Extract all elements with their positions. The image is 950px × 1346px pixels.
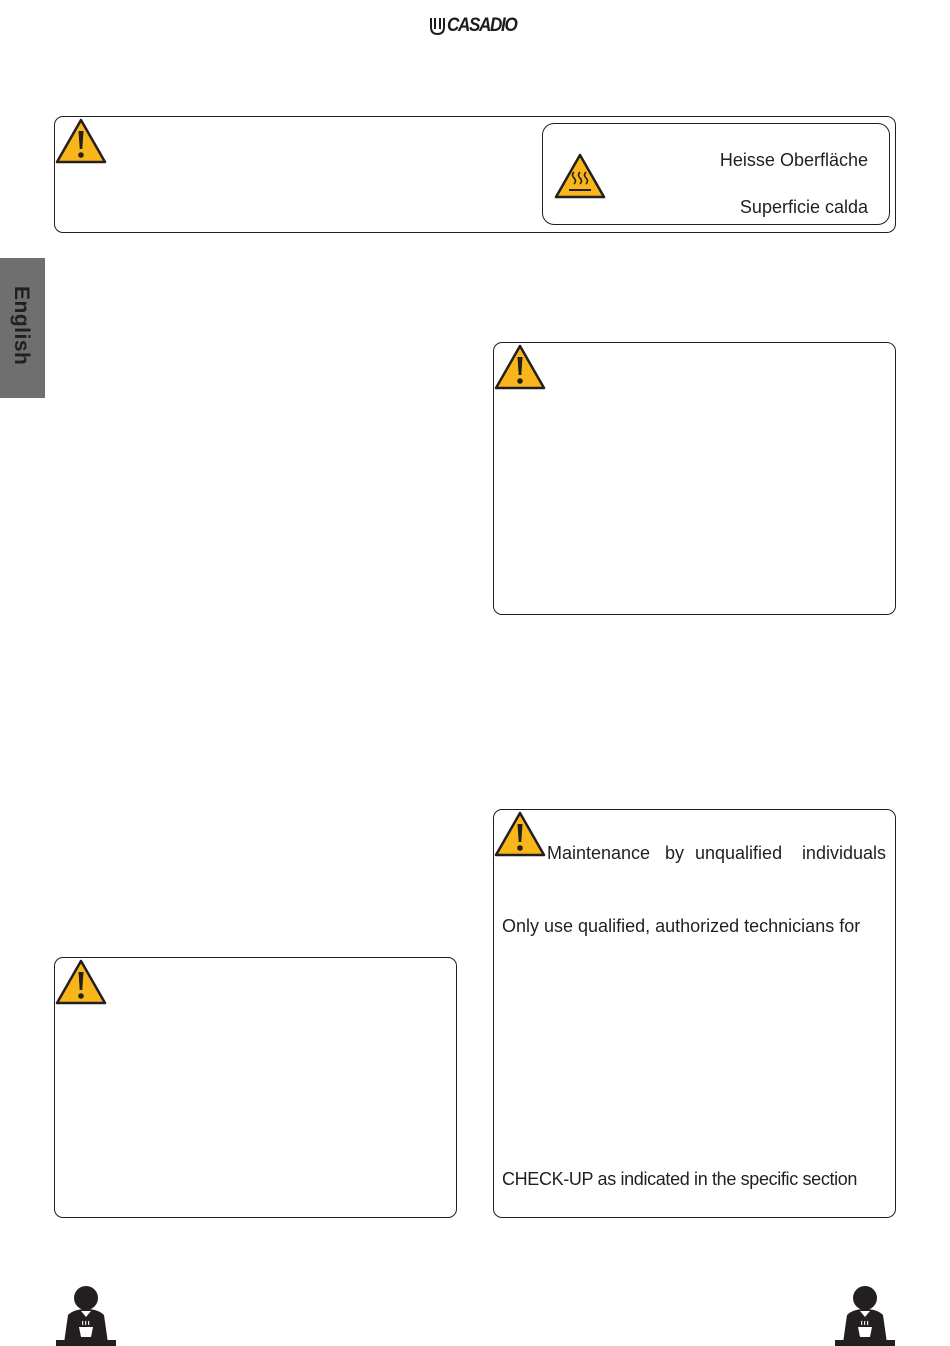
brand-logo xyxy=(430,14,522,40)
language-tab xyxy=(0,258,45,398)
hot-surface-german: Heisse Oberfläche xyxy=(719,150,868,170)
warning-triangle-icon xyxy=(54,958,108,1006)
language-tab-label: English xyxy=(10,286,33,366)
logo-wordmark: CASADIO xyxy=(447,15,517,36)
maintenance-line-3: CHECK-UP as indicated in the specific section xyxy=(502,1169,858,1189)
word: by xyxy=(665,843,685,863)
logo-mark-icon xyxy=(430,17,445,36)
hot-surface-icon xyxy=(553,152,607,200)
warning-triangle-icon xyxy=(493,810,547,858)
warning-triangle-icon xyxy=(493,343,547,391)
barista-icon xyxy=(833,1285,897,1346)
bottom-left-warning-box xyxy=(54,957,457,1218)
maintenance-warning-box xyxy=(493,809,896,1218)
word: Maintenance xyxy=(547,843,651,863)
warning-triangle-icon xyxy=(54,117,108,165)
maintenance-line-2: Only use qualified, authorized technicians for xyxy=(502,916,861,936)
middle-right-warning-box xyxy=(493,342,896,615)
word: unqualified xyxy=(695,843,783,863)
word: individuals xyxy=(801,843,886,863)
barista-icon xyxy=(54,1285,118,1346)
hot-surface-italian: Superficie calda xyxy=(739,197,868,217)
